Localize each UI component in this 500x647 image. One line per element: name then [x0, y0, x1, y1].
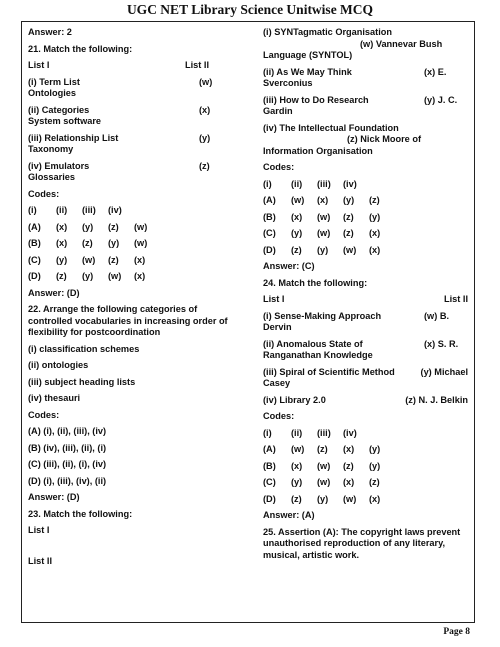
code-cell: (y)	[291, 228, 303, 238]
q24-pair	[263, 311, 468, 334]
code-cell: (w)	[317, 477, 331, 487]
q24-pair-right: (x) S. R.	[424, 338, 459, 349]
right-column	[263, 27, 468, 566]
q24-code-row	[263, 494, 468, 506]
code-cell: (y)	[369, 444, 381, 454]
q24-pair-tail: Casey	[263, 378, 291, 388]
code-cell: (z)	[108, 221, 119, 232]
q21-pair-left: (i) Term List	[28, 76, 80, 87]
q21-pair-tail: Glossaries	[28, 172, 75, 182]
code-cell: (z)	[317, 444, 328, 454]
spacer	[28, 542, 243, 556]
q23-pair-left: (ii) As We May Think	[263, 66, 352, 77]
q21-code-row	[28, 255, 243, 267]
q22-item: (ii) ontologies	[28, 360, 89, 370]
code-cell: (iii)	[82, 205, 96, 215]
code-cell: (x)	[134, 271, 146, 281]
code-cell: (z)	[369, 195, 380, 205]
q22-option: (D) (i), (iii), (iv), (ii)	[28, 475, 107, 486]
code-cell: (x)	[291, 211, 303, 222]
q24-pair-left: (iv) Library 2.0	[263, 394, 326, 405]
q23-answer: Answer: (C)	[263, 261, 315, 271]
code-cell: (x)	[56, 238, 68, 248]
q24-title: 24. Match the following:	[263, 277, 368, 288]
q24-pair-tail: Ranganathan Knowledge	[263, 350, 373, 360]
code-cell: (iv)	[343, 427, 357, 438]
code-cell: (y)	[82, 271, 94, 281]
code-cell: (B)	[263, 211, 276, 222]
code-cell: (C)	[263, 477, 276, 487]
code-cell: (iii)	[317, 178, 331, 189]
q21-pair	[28, 105, 243, 128]
code-cell: (x)	[291, 460, 303, 471]
q22-item: (iv) thesauri	[28, 393, 81, 403]
q24-pair-left: (i) Sense-Making Approach	[263, 310, 382, 321]
code-cell: (i)	[28, 205, 37, 215]
code-cell: (y)	[317, 244, 329, 255]
q24-list2: List II	[444, 294, 468, 304]
q21-list1: List I	[28, 60, 50, 70]
q24-pair	[263, 339, 468, 362]
q21-codes-label: Codes:	[28, 188, 60, 199]
q22-item: (iii) subject heading lists	[28, 376, 136, 387]
q24-list1: List I	[263, 294, 285, 304]
q21-code-row	[28, 238, 243, 250]
code-cell: (w)	[291, 195, 305, 205]
code-cell: (y)	[291, 477, 303, 487]
q24-pair	[263, 395, 468, 407]
q21-pair-right: (x)	[199, 104, 211, 115]
q24-code-row	[263, 461, 468, 473]
code-cell: (w)	[343, 244, 357, 255]
q24-pair-right: (z) N. J. Belkin	[405, 394, 468, 405]
q23-line: Language (SYNTOL)	[263, 50, 353, 60]
answer-20: Answer: 2	[28, 27, 72, 37]
q22-item: (i) classification schemes	[28, 343, 140, 354]
q22-title: 22. Arrange the following categories of controlled vocabularies in increasing order of flexibility for postcoordination	[28, 304, 228, 337]
code-cell: (iii)	[317, 427, 331, 438]
code-cell: (z)	[343, 228, 354, 238]
code-cell: (iv)	[108, 205, 122, 215]
code-cell: (z)	[82, 238, 93, 248]
q23-pair-tail: Gardin	[263, 106, 293, 116]
page-number: Page 8	[443, 627, 470, 637]
q23-code-row	[263, 245, 468, 257]
code-cell: (A)	[263, 444, 276, 454]
q22-option: (C) (iii), (ii), (i), (iv)	[28, 459, 107, 469]
code-cell: (iv)	[343, 178, 357, 189]
q21-list2: List II	[185, 60, 209, 70]
q21-pair-right: (y)	[199, 132, 211, 143]
q23-codes-header	[263, 179, 468, 191]
code-cell: (x)	[369, 244, 381, 255]
q23-pair-tail: Sverconius	[263, 78, 313, 88]
q23-line: Information Organisation	[263, 145, 373, 156]
q22-answer: Answer: (D)	[28, 492, 80, 502]
code-cell: (w)	[317, 228, 331, 238]
q22-codes-label: Codes:	[28, 409, 60, 420]
q23-codes-label: Codes:	[263, 162, 295, 172]
code-cell: (y)	[343, 195, 355, 205]
q23-line: (iv) The Intellectual Foundation	[263, 122, 399, 133]
q21-pair	[28, 133, 243, 156]
q24-pair-left: (ii) Anomalous State of	[263, 338, 363, 349]
code-cell: (w)	[134, 221, 148, 232]
q23-line: (i) SYNTagmatic Organisation	[263, 27, 392, 37]
code-cell: (y)	[369, 211, 381, 222]
q21-pair-right: (z)	[199, 160, 210, 171]
q24-code-row	[263, 444, 468, 456]
q21-pair-tail: System software	[28, 116, 102, 126]
q24-code-row	[263, 477, 468, 489]
q21-pair-left: (ii) Categories	[28, 104, 90, 115]
q24-answer: Answer: (A)	[263, 510, 315, 520]
page-header: UGC NET Library Science Unitwise MCQ	[126, 2, 374, 17]
code-cell: (x)	[134, 254, 146, 265]
code-cell: (y)	[82, 221, 94, 232]
q24-pair-right: (w) B.	[424, 310, 450, 321]
code-cell: (i)	[263, 427, 272, 438]
q24-pair-left: (iii) Spiral of Scientific Method	[263, 366, 395, 377]
code-cell: (z)	[108, 254, 119, 265]
code-cell: (y)	[108, 238, 120, 248]
q23-title: 23. Match the following:	[28, 508, 133, 519]
code-cell: (D)	[263, 493, 276, 504]
code-cell: (x)	[369, 493, 381, 504]
code-cell: (w)	[317, 460, 331, 471]
q23-pair	[263, 95, 468, 118]
q21-pair-right: (w)	[199, 76, 213, 87]
q21-codes-header	[28, 205, 243, 217]
code-cell: (x)	[343, 477, 355, 487]
q23-pair-right: (x) E.	[424, 66, 447, 77]
q24-codes-header	[263, 428, 468, 440]
q21-title: 21. Match the following:	[28, 43, 133, 54]
q24-pair-right: (y) Michael	[420, 366, 468, 377]
code-cell: (x)	[369, 228, 381, 238]
q21-pair-left: (iv) Emulators	[28, 160, 90, 171]
code-cell: (w)	[108, 271, 122, 281]
code-cell: (z)	[291, 493, 302, 504]
code-cell: (ii)	[291, 178, 303, 189]
code-cell: (y)	[56, 254, 68, 265]
code-cell: (ii)	[56, 205, 68, 215]
q21-list-headers	[28, 60, 243, 72]
q21-code-row	[28, 271, 243, 283]
code-cell: (w)	[134, 238, 148, 248]
q21-pair	[28, 77, 243, 100]
code-cell: (A)	[263, 195, 276, 205]
code-cell: (D)	[263, 244, 276, 255]
q23-list1: List I	[28, 525, 50, 535]
q23-code-row	[263, 195, 468, 207]
code-cell: (B)	[28, 238, 41, 248]
q23-code-row	[263, 228, 468, 240]
q22-option: (B) (iv), (iii), (ii), (i)	[28, 442, 107, 453]
q21-answer: Answer: (D)	[28, 287, 80, 298]
q24-pair	[263, 367, 468, 390]
code-cell: (B)	[263, 460, 276, 471]
q24-pair-tail: Dervin	[263, 322, 292, 332]
q21-code-row	[28, 222, 243, 234]
q21-pair-left: (iii) Relationship List	[28, 132, 119, 143]
code-cell: (C)	[28, 254, 41, 265]
code-cell: (z)	[56, 271, 67, 281]
q24-list-headers	[263, 294, 468, 306]
code-cell: (w)	[317, 211, 331, 222]
q23-line: (z) Nick Moore of	[347, 134, 422, 144]
q23-list2: List II	[28, 555, 52, 566]
code-cell: (i)	[263, 178, 272, 189]
code-cell: (z)	[291, 244, 302, 255]
q21-pair-tail: Taxonomy	[28, 144, 74, 154]
code-cell: (z)	[343, 211, 354, 222]
q25-title: 25. Assertion (A): The copyright laws prevent unauthorised reproduction of any literary, musical, artistic work.	[263, 526, 461, 560]
code-cell: (A)	[28, 221, 41, 232]
code-cell: (x)	[56, 221, 68, 232]
code-cell: (z)	[343, 460, 354, 471]
code-cell: (x)	[317, 195, 329, 205]
q24-codes-label: Codes:	[263, 411, 295, 421]
code-cell: (C)	[263, 228, 276, 238]
code-cell: (y)	[317, 493, 329, 504]
q21-pair	[28, 161, 243, 184]
q22-option: (A) (i), (ii), (iii), (iv)	[28, 426, 107, 436]
code-cell: (w)	[291, 444, 305, 454]
code-cell: (ii)	[291, 427, 303, 438]
q23-code-row	[263, 212, 468, 224]
q23-pair-right: (y) J. C.	[424, 94, 458, 105]
q21-pair-tail: Ontologies	[28, 88, 76, 98]
q23-line: (w) Vannevar Bush	[360, 38, 443, 49]
code-cell: (D)	[28, 271, 41, 281]
q23-pair-left: (iii) How to Do Research	[263, 94, 369, 105]
q23-pair	[263, 67, 468, 90]
left-column	[28, 27, 243, 572]
code-cell: (z)	[369, 477, 380, 487]
code-cell: (w)	[343, 493, 357, 504]
code-cell: (x)	[343, 444, 355, 454]
code-cell: (w)	[82, 254, 96, 265]
code-cell: (y)	[369, 460, 381, 471]
